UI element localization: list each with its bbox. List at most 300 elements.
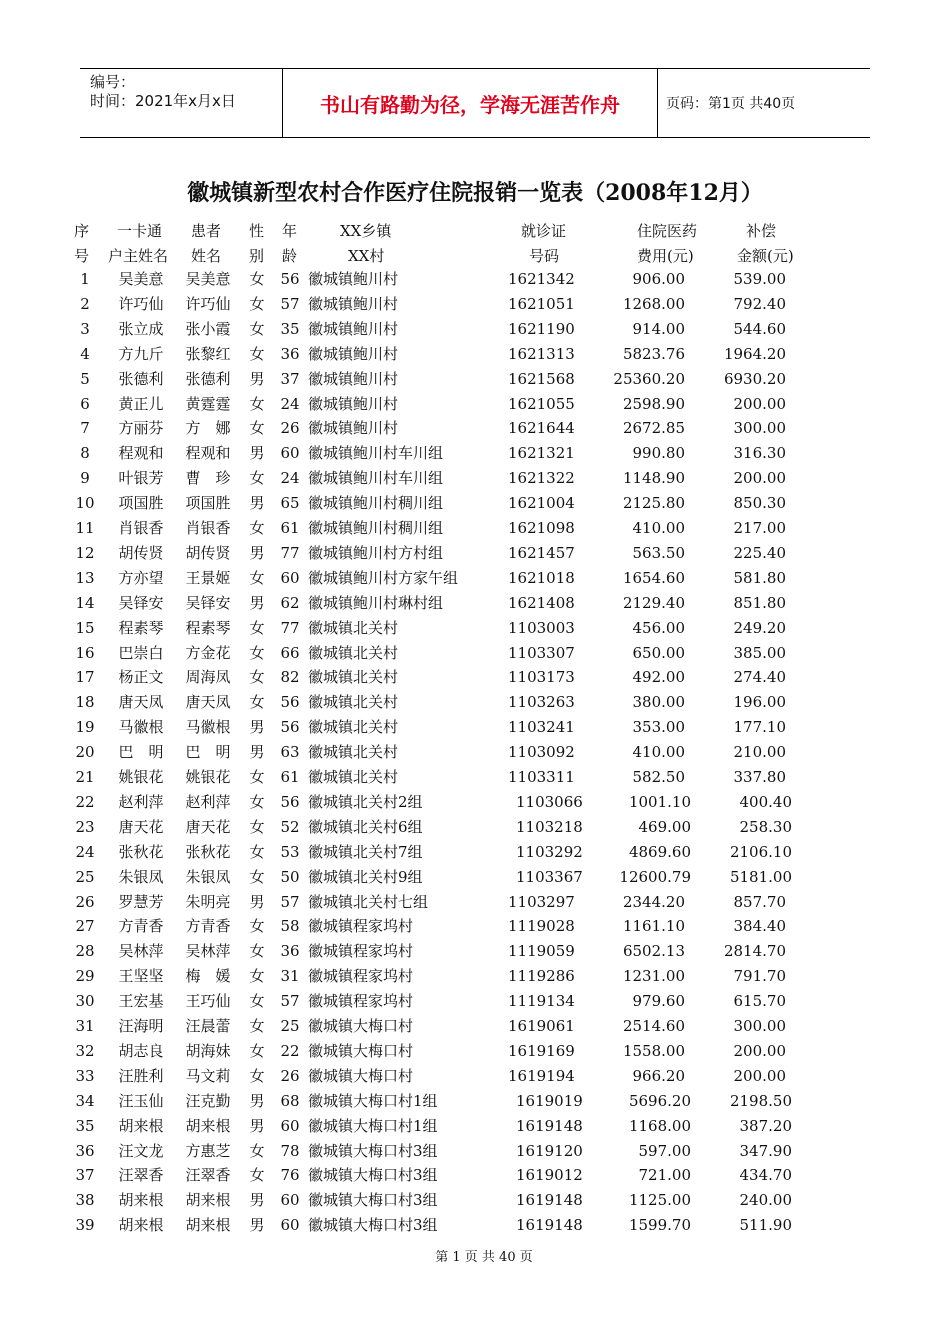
cell-sex: 女	[249, 344, 265, 363]
cell-comp: 300.00	[733, 1017, 786, 1035]
table-row	[0, 317, 950, 342]
table-row	[0, 641, 950, 666]
col-age-line2: 龄	[282, 247, 298, 265]
cell-age: 36	[280, 942, 300, 961]
cell-sex: 男	[249, 494, 265, 513]
cell-sex: 女	[249, 817, 265, 836]
cell-patient: 王景姬	[185, 568, 231, 587]
cell-cert: 1621457	[508, 543, 575, 562]
cell-no: 31	[75, 1017, 95, 1035]
cell-patient: 胡来根	[185, 1191, 231, 1210]
table-row	[0, 1039, 950, 1064]
cell-age: 60	[280, 1216, 300, 1235]
cell-no: 11	[75, 519, 95, 537]
cell-village: 徽城镇大梅口村3组	[308, 1141, 438, 1160]
cell-village: 徽城镇北关村七组	[308, 892, 429, 911]
table-row	[0, 491, 950, 516]
table-row	[0, 267, 950, 292]
cell-cost: 597.00	[638, 1141, 691, 1160]
cell-sex: 女	[249, 917, 265, 936]
table-row	[0, 890, 950, 915]
cell-village: 徽城镇北关村	[308, 768, 399, 786]
cell-cert: 1621644	[508, 419, 575, 438]
cell-village: 徽城镇大梅口村	[308, 1041, 414, 1060]
cell-cert: 1119059	[508, 942, 575, 961]
cell-cost: 2344.20	[622, 892, 685, 911]
cell-age: 24	[280, 469, 300, 488]
cell-village: 徽城镇北关村6组	[308, 817, 423, 836]
cell-age: 65	[280, 494, 300, 513]
cell-cert: 1621321	[508, 444, 575, 463]
cell-sex: 女	[249, 792, 265, 811]
cell-sex: 女	[249, 768, 265, 786]
cell-holder: 汪翠香	[118, 1166, 164, 1185]
cell-sex: 男	[249, 1116, 265, 1135]
cell-sex: 女	[249, 1017, 265, 1035]
cell-cost: 966.20	[632, 1066, 685, 1085]
cell-comp: 544.60	[733, 319, 786, 338]
cell-cert: 1103311	[508, 768, 575, 786]
cell-comp: 196.00	[733, 693, 786, 712]
cell-cert: 1621322	[508, 469, 575, 488]
cell-age: 58	[280, 917, 300, 936]
col-cert-line2: 号码	[529, 247, 560, 265]
header-meta	[80, 69, 282, 137]
cell-holder: 汪海明	[118, 1017, 164, 1035]
cell-cert: 1103218	[516, 817, 583, 836]
col-comp-line1: 补偿	[746, 222, 777, 240]
cell-patient: 张黎红	[185, 344, 231, 363]
cell-sex: 女	[249, 270, 265, 288]
cell-cost: 1168.00	[628, 1116, 691, 1135]
cell-holder: 朱银凤	[118, 867, 164, 886]
header-page-info: 页码：第1页 共40页	[666, 96, 796, 112]
cell-village: 徽城镇大梅口村3组	[308, 1191, 438, 1210]
cell-sex: 男	[249, 892, 265, 911]
cell-no: 4	[80, 344, 90, 363]
cell-village: 徽城镇北关村7组	[308, 842, 423, 861]
cell-comp: 5181.00	[729, 867, 792, 886]
cell-holder: 罗慧芳	[118, 892, 164, 911]
cell-age: 60	[280, 1116, 300, 1135]
cell-patient: 张小霞	[185, 319, 231, 338]
cell-village: 徽城镇大梅口村	[308, 1017, 414, 1035]
cell-cost: 1268.00	[622, 294, 685, 313]
cell-no: 14	[75, 593, 95, 612]
cell-holder: 赵利萍	[118, 792, 164, 811]
cell-age: 57	[280, 992, 300, 1011]
cell-holder: 汪文龙	[118, 1141, 164, 1160]
cell-no: 38	[75, 1191, 95, 1210]
table-row	[0, 815, 950, 840]
cell-village: 徽城镇北关村2组	[308, 792, 423, 811]
table-row	[0, 392, 950, 417]
cell-age: 22	[280, 1041, 300, 1060]
cell-holder: 汪玉仙	[118, 1091, 164, 1110]
cell-cost: 4869.60	[628, 842, 691, 861]
cell-sex: 男	[249, 1216, 265, 1235]
cell-holder: 杨正文	[118, 668, 164, 687]
cell-age: 61	[280, 768, 300, 786]
cell-cost: 410.00	[632, 743, 685, 762]
cell-holder: 姚银花	[118, 768, 164, 786]
cell-cost: 1161.10	[622, 917, 685, 936]
cell-age: 57	[280, 892, 300, 911]
cell-patient: 巴 明	[185, 743, 231, 762]
cell-cert: 1619019	[516, 1091, 583, 1110]
cell-age: 78	[280, 1141, 300, 1160]
cell-patient: 马徽根	[185, 718, 231, 737]
cell-comp: 2814.70	[723, 942, 786, 961]
table-row	[0, 566, 950, 591]
cell-patient: 马文莉	[185, 1066, 231, 1085]
cell-village: 徽城镇鲍川村稠川组	[308, 494, 444, 513]
cell-comp: 316.30	[733, 444, 786, 463]
table-row	[0, 1089, 950, 1114]
cell-cert: 1621004	[508, 494, 575, 513]
cell-comp: 300.00	[733, 419, 786, 438]
cell-sex: 男	[249, 743, 265, 762]
cell-holder: 程素琴	[118, 618, 164, 637]
col-village-line2: XX村	[348, 247, 385, 265]
cell-cost: 1001.10	[628, 792, 691, 811]
cell-sex: 女	[249, 1066, 265, 1085]
cell-comp: 177.10	[733, 718, 786, 737]
cell-patient: 项国胜	[185, 494, 231, 513]
cell-village: 徽城镇大梅口村1组	[308, 1116, 438, 1135]
cell-cert: 1619148	[516, 1116, 583, 1135]
cell-patient: 吴铎安	[185, 593, 231, 612]
cell-village: 徽城镇鲍川村	[308, 270, 399, 288]
cell-patient: 吴林萍	[185, 942, 231, 961]
cell-sex: 女	[249, 1141, 265, 1160]
document-header	[80, 68, 870, 138]
cell-no: 8	[80, 444, 90, 463]
cell-village: 徽城镇北关村9组	[308, 867, 423, 886]
cell-cost: 25360.20	[613, 369, 685, 388]
cell-patient: 汪晨蕾	[185, 1017, 231, 1035]
cell-no: 12	[75, 543, 95, 562]
cell-holder: 肖银香	[118, 519, 164, 537]
cell-comp: 347.90	[739, 1141, 792, 1160]
cell-cost: 12600.79	[619, 867, 691, 886]
cell-cost: 1148.90	[622, 469, 685, 488]
cell-village: 徽城镇鲍川村车川组	[308, 444, 444, 463]
cell-holder: 程观和	[118, 444, 164, 463]
cell-age: 52	[280, 817, 300, 836]
cell-patient: 曹 珍	[185, 469, 231, 488]
cell-age: 61	[280, 519, 300, 537]
cell-comp: 200.00	[733, 469, 786, 488]
cell-village: 徽城镇鲍川村	[308, 344, 399, 363]
cell-age: 63	[280, 743, 300, 762]
cell-comp: 249.20	[733, 618, 786, 637]
cell-holder: 叶银芳	[118, 469, 164, 488]
cell-cert: 1619148	[516, 1216, 583, 1235]
cell-sex: 男	[249, 718, 265, 737]
cell-patient: 赵利萍	[185, 792, 231, 811]
col-sex-line1: 性	[249, 222, 265, 240]
table-row	[0, 516, 950, 541]
cell-comp: 400.40	[739, 792, 792, 811]
col-cost-line2: 费用(元)	[637, 247, 694, 265]
table-row	[0, 765, 950, 790]
cell-holder: 汪胜利	[118, 1066, 164, 1085]
cell-comp: 200.00	[733, 1066, 786, 1085]
cell-comp: 851.80	[733, 593, 786, 612]
cell-holder: 方九斤	[118, 344, 164, 363]
cell-no: 20	[75, 743, 95, 762]
cell-cert: 1619169	[508, 1041, 575, 1060]
cell-village: 徽城镇鲍川村	[308, 394, 399, 413]
cell-age: 56	[280, 718, 300, 737]
cell-cost: 582.50	[632, 768, 685, 786]
cell-patient: 唐天凤	[185, 693, 231, 712]
cell-no: 30	[75, 992, 95, 1011]
cell-holder: 胡来根	[118, 1191, 164, 1210]
date-line: 时间：2021年x月x日	[90, 92, 236, 110]
cell-patient: 张秋花	[185, 842, 231, 861]
cell-comp: 337.80	[733, 768, 786, 786]
cell-cost: 6502.13	[622, 942, 685, 961]
col-cost-line1: 住院医药	[637, 222, 698, 240]
cell-cert: 1619148	[516, 1191, 583, 1210]
cell-cost: 5696.20	[628, 1091, 691, 1110]
cell-sex: 女	[249, 668, 265, 687]
cell-village: 徽城镇北关村	[308, 743, 399, 762]
cell-patient: 许巧仙	[185, 294, 231, 313]
cell-village: 徽城镇鲍川村车川组	[308, 469, 444, 488]
cell-sex: 女	[249, 394, 265, 413]
table-row	[0, 342, 950, 367]
cell-no: 9	[80, 469, 90, 488]
cell-village: 徽城镇北关村	[308, 693, 399, 712]
cell-cost: 2514.60	[622, 1017, 685, 1035]
cell-sex: 女	[249, 842, 265, 861]
cell-cert: 1621098	[508, 519, 575, 537]
table-row	[0, 1139, 950, 1164]
cell-age: 24	[280, 394, 300, 413]
cell-cost: 2672.85	[622, 419, 685, 438]
cell-no: 13	[75, 568, 95, 587]
cell-holder: 许巧仙	[118, 294, 164, 313]
table-row	[0, 840, 950, 865]
cell-village: 徽城镇鲍川村	[308, 419, 399, 438]
cell-comp: 615.70	[733, 992, 786, 1011]
cell-cert: 1621568	[508, 369, 575, 388]
cell-no: 26	[75, 892, 95, 911]
cell-no: 29	[75, 967, 95, 986]
cell-cost: 563.50	[632, 543, 685, 562]
cell-patient: 汪克勤	[185, 1091, 231, 1110]
table-row	[0, 466, 950, 491]
table-row	[0, 616, 950, 641]
cell-sex: 男	[249, 543, 265, 562]
cell-holder: 张德利	[118, 369, 164, 388]
cell-cert: 1621055	[508, 394, 575, 413]
cell-sex: 女	[249, 618, 265, 637]
cell-age: 60	[280, 568, 300, 587]
col-sex-line2: 别	[249, 247, 265, 265]
cell-age: 68	[280, 1091, 300, 1110]
cell-cert: 1119134	[508, 992, 575, 1011]
cell-village: 徽城镇北关村	[308, 718, 399, 737]
cell-comp: 581.80	[733, 568, 786, 587]
cell-holder: 马徽根	[118, 718, 164, 737]
cell-village: 徽城镇北关村	[308, 643, 399, 662]
cell-holder: 王坚坚	[118, 967, 164, 986]
cell-comp: 200.00	[733, 394, 786, 413]
cell-patient: 周海凤	[185, 668, 231, 687]
cell-cost: 650.00	[632, 643, 685, 662]
cell-comp: 857.70	[733, 892, 786, 911]
cell-no: 25	[75, 867, 95, 886]
cell-comp: 6930.20	[723, 369, 786, 388]
cell-comp: 274.40	[733, 668, 786, 687]
cell-age: 26	[280, 419, 300, 438]
cell-cost: 1599.70	[628, 1216, 691, 1235]
cell-cost: 1558.00	[622, 1041, 685, 1060]
cell-age: 31	[280, 967, 300, 986]
cell-age: 26	[280, 1066, 300, 1085]
table-row	[0, 939, 950, 964]
cell-age: 25	[280, 1017, 300, 1035]
cell-patient: 程观和	[185, 444, 231, 463]
cell-comp: 258.30	[739, 817, 792, 836]
cell-sex: 男	[249, 369, 265, 388]
cell-sex: 女	[249, 643, 265, 662]
table-row	[0, 441, 950, 466]
cell-comp: 850.30	[733, 494, 786, 513]
table-row	[0, 665, 950, 690]
cell-holder: 吴美意	[118, 270, 164, 288]
cell-cost: 380.00	[632, 693, 685, 712]
cell-no: 27	[75, 917, 95, 936]
cell-no: 28	[75, 942, 95, 961]
cell-sex: 女	[249, 992, 265, 1011]
cell-no: 36	[75, 1141, 95, 1160]
cell-patient: 胡来根	[185, 1116, 231, 1135]
cell-cost: 492.00	[632, 668, 685, 687]
cell-cert: 1103263	[508, 693, 575, 712]
table-row	[0, 790, 950, 815]
table-row	[0, 715, 950, 740]
cell-cost: 906.00	[632, 270, 685, 288]
cell-sex: 女	[249, 568, 265, 587]
table-row	[0, 1213, 950, 1238]
cell-age: 56	[280, 693, 300, 712]
table-row	[0, 1064, 950, 1089]
cell-age: 60	[280, 1191, 300, 1210]
cell-comp: 210.00	[733, 743, 786, 762]
cell-cost: 5823.76	[622, 344, 685, 363]
cell-cost: 990.80	[632, 444, 685, 463]
cell-age: 35	[280, 319, 300, 338]
cell-cert: 1621051	[508, 294, 575, 313]
header-motto-cell	[282, 69, 658, 137]
cell-no: 6	[80, 394, 90, 413]
cell-no: 2	[80, 294, 90, 313]
cell-comp: 217.00	[733, 519, 786, 537]
cell-sex: 女	[249, 1166, 265, 1185]
cell-age: 76	[280, 1166, 300, 1185]
cell-no: 1	[80, 270, 90, 288]
cell-sex: 女	[249, 469, 265, 488]
cell-cert: 1103003	[508, 618, 575, 637]
cell-cert: 1103173	[508, 668, 575, 687]
header-motto: 书山有路勤为径，学海无涯苦作舟	[320, 92, 620, 117]
cell-age: 66	[280, 643, 300, 662]
table-row	[0, 591, 950, 616]
col-cert-line1: 就诊证	[521, 222, 567, 240]
cell-comp: 791.70	[733, 967, 786, 986]
cell-patient: 朱明亮	[185, 892, 231, 911]
cell-cert: 1619061	[508, 1017, 575, 1035]
cell-patient: 肖银香	[185, 519, 231, 537]
cell-cert: 1619120	[516, 1141, 583, 1160]
cell-holder: 巴崇白	[118, 643, 164, 662]
cell-village: 徽城镇鲍川村方家午组	[308, 568, 459, 587]
col-no-line1: 序	[74, 222, 90, 240]
cell-no: 23	[75, 817, 95, 836]
cell-age: 60	[280, 444, 300, 463]
cell-patient: 黄霆霆	[185, 394, 231, 413]
cell-no: 32	[75, 1041, 95, 1060]
cell-no: 15	[75, 618, 95, 637]
cell-patient: 胡来根	[185, 1216, 231, 1235]
cell-comp: 511.90	[739, 1216, 792, 1235]
cell-sex: 女	[249, 419, 265, 438]
cell-sex: 男	[249, 593, 265, 612]
col-age-line1: 年	[282, 222, 298, 240]
cell-sex: 女	[249, 319, 265, 338]
cell-age: 56	[280, 270, 300, 288]
cell-village: 徽城镇鲍川村琳村组	[308, 593, 444, 612]
cell-holder: 胡来根	[118, 1216, 164, 1235]
cell-patient: 唐天花	[185, 817, 231, 836]
cell-sex: 女	[249, 519, 265, 537]
cell-village: 徽城镇程家坞村	[308, 967, 414, 986]
table-row	[0, 367, 950, 392]
cell-no: 35	[75, 1116, 95, 1135]
cell-patient: 姚银花	[185, 768, 231, 786]
cell-patient: 方 娜	[185, 419, 231, 438]
cell-sex: 女	[249, 867, 265, 886]
cell-cert: 1103307	[508, 643, 575, 662]
col-village-line1: XX乡镇	[340, 222, 392, 240]
cell-sex: 男	[249, 1091, 265, 1110]
table-row	[0, 964, 950, 989]
cell-no: 10	[75, 494, 95, 513]
cell-patient: 胡海妹	[185, 1041, 231, 1060]
cell-comp: 387.20	[739, 1116, 792, 1135]
cell-cert: 1103241	[508, 718, 575, 737]
cell-patient: 朱银凤	[185, 867, 231, 886]
page-footer: 第 1 页 共 40 页	[435, 1250, 533, 1265]
cell-cert: 1621342	[508, 270, 575, 288]
cell-sex: 女	[249, 942, 265, 961]
table-row	[0, 416, 950, 441]
cell-cost: 456.00	[632, 618, 685, 637]
cell-cost: 1654.60	[622, 568, 685, 587]
cell-village: 徽城镇鲍川村方村组	[308, 543, 444, 562]
cell-patient: 方青香	[185, 917, 231, 936]
cell-comp: 225.40	[733, 543, 786, 562]
cell-sex: 女	[249, 693, 265, 712]
table-row	[0, 690, 950, 715]
cell-holder: 方青香	[118, 917, 164, 936]
cell-village: 徽城镇程家坞村	[308, 942, 414, 961]
